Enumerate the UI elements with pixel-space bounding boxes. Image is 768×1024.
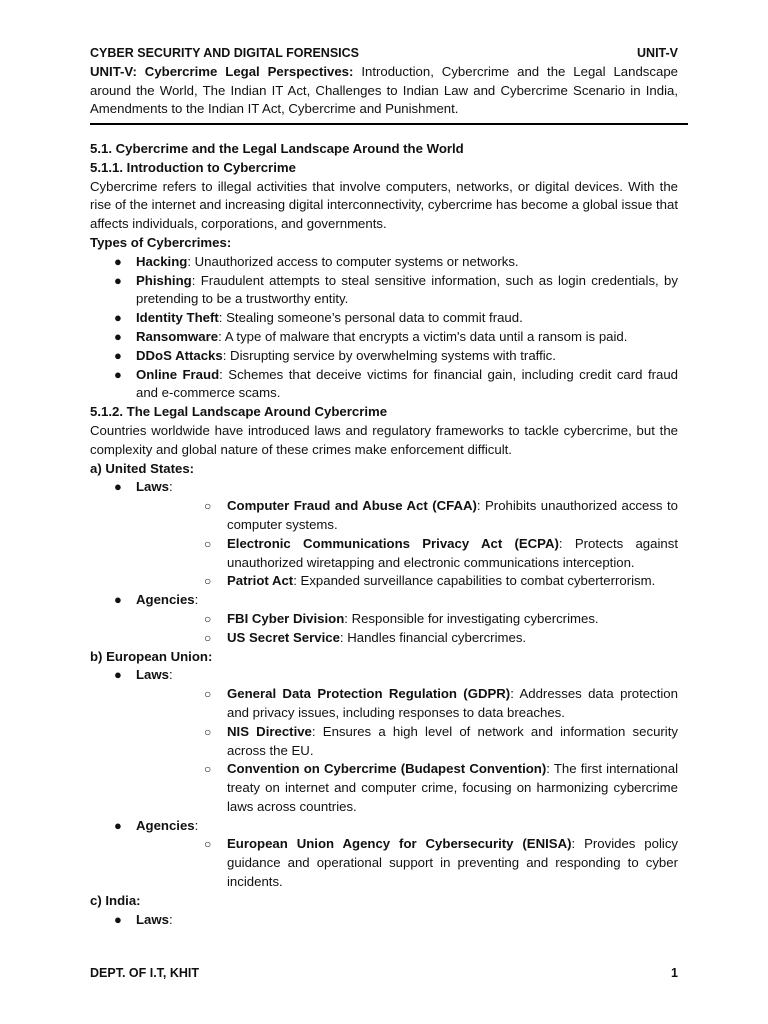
unit-overview-label: UNIT-V: Cybercrime Legal Perspectives: [90, 64, 354, 79]
item-term: Phishing [136, 272, 192, 288]
circle-bullet-icon: ○ [204, 630, 212, 645]
list-item [136, 497, 678, 535]
list-item-laws: ● Laws: ○ General Data Protection Regulation (GDPR): Addresses data protection and privacy issues, including responses to data breaches. ○ NIS Directive: Ensures a high level of network and information security across the EU. ○ Convention on Cybercrime (Budapest Convention): The first international treaty on internet and computer crime, focusing on harmonizing cybercrime laws across countries. [90, 666, 678, 816]
circle-bullet-icon: ○ [204, 536, 212, 551]
item-desc: : Expanded surveillance capabilities to combat cyberterrorism. [293, 573, 656, 589]
main-content [90, 140, 678, 929]
list-item-laws: ● Laws: [90, 911, 678, 930]
list-item-agencies: ● Agencies: ○ European Union Agency for Cybersecurity (ENISA): Provides policy guidance and operational support in preventing and responding to cyber incidents. [90, 817, 678, 892]
item-desc: : A type of malware that encrypts a victim's data until a ransom is paid. [218, 328, 628, 344]
bullet-icon: ● [114, 817, 122, 833]
item-term: Agencies [136, 592, 195, 608]
bullet-icon: ● [114, 667, 122, 683]
circle-bullet-icon: ○ [204, 837, 212, 852]
bullet-icon: ● [114, 911, 122, 927]
list-item [90, 309, 678, 328]
header-course-title: CYBER SECURITY AND DIGITAL FORENSICS [90, 46, 360, 60]
india-list [90, 911, 678, 930]
bullet-icon: ● [114, 479, 122, 495]
page-header-block [90, 44, 678, 119]
list-item [90, 253, 678, 272]
item-term: NIS Directive [227, 723, 312, 739]
region-heading-india: c) India: [90, 892, 141, 908]
list-item [136, 572, 678, 591]
legal-landscape-paragraph: Countries worldwide have introduced laws and regulatory frameworks to tackle cybercrime, but the complexity and global nature of these crimes make enforcement difficult. [90, 422, 678, 457]
item-desc: : Prohibits unauthorized access to computer systems. [227, 498, 678, 532]
item-desc: : Protects against unauthorized wiretapping and electronic communications interception. [227, 535, 679, 570]
item-desc: : Responsible for investigating cybercrimes. [344, 610, 599, 626]
item-term: Ransomware [136, 328, 219, 344]
item-desc: : Provides policy guidance and operational support in preventing and responding to cyber incidents. [227, 836, 679, 890]
footer-department: DEPT. OF I.T, KHIT [90, 966, 200, 980]
list-item-laws: ● Laws: ○ Computer Fraud and Abuse Act (CFAA): Prohibits unauthorized access to computer systems. ○ Electronic Communications Privacy Act (ECPA): Protects against unauthorized wiretapping and electronic communications interception. ○ Patriot Act: Expanded surveillance capabilities to combat cyberterrorism. [90, 478, 678, 591]
item-term: Laws [136, 911, 169, 927]
list-item [90, 366, 678, 404]
eu-agencies-list [136, 835, 678, 891]
item-term: European Union Agency for Cybersecurity (ENISA) [227, 836, 572, 852]
item-term: Identity Theft [136, 310, 219, 326]
item-term: Laws [136, 479, 169, 495]
bullet-icon: ● [114, 272, 122, 288]
intro-paragraph: Cybercrime refers to illegal activities that involve computers, networks, or digital devices. With the rise of the internet and increasing digital interconnectivity, cybercrime has become a global issue that affects individuals, corporations, and governments. [90, 178, 678, 232]
unit-overview-text: Introduction, Cybercrime and the Legal Landscape around the World, The Indian IT Act, Challenges to Indian Law and Cybercrime Scenario in India, Amendments to the Indian IT Act, Cybercrime and Punishment. [90, 64, 678, 117]
circle-bullet-icon: ○ [204, 762, 212, 777]
item-term: Hacking [136, 253, 188, 269]
item-term: Convention on Cybercrime (Budapest Convention) [227, 761, 547, 777]
list-item [136, 535, 678, 573]
eu-list [90, 666, 678, 892]
item-desc: : Schemes that deceive victims for financial gain, including credit card fraud and e-commerce scams. [136, 366, 678, 401]
item-term: Computer Fraud and Abuse Act (CFAA) [227, 498, 477, 514]
section-title: 5.1. Cybercrime and the Legal Landscape Around the World [90, 141, 464, 156]
bullet-icon: ● [114, 253, 122, 269]
list-item [136, 723, 678, 761]
list-item [90, 272, 678, 310]
item-desc: : Stealing someone’s personal data to commit fraud. [218, 310, 523, 326]
item-desc: : Addresses data protection and privacy issues, including responses to data breaches. [227, 686, 678, 720]
item-term: Laws [136, 667, 169, 683]
bullet-icon: ● [114, 592, 122, 608]
item-term: DDoS Attacks [136, 347, 223, 363]
header-unit-label: UNIT-V [637, 46, 678, 60]
unit-overview [90, 63, 678, 119]
running-header [90, 44, 678, 62]
circle-bullet-icon: ○ [204, 499, 212, 514]
bullet-icon: ● [114, 366, 122, 382]
item-desc: : Disrupting service by overwhelming systems with traffic. [222, 347, 556, 363]
item-term: US Secret Service [227, 629, 340, 645]
item-desc: : Unauthorized access to computer systems or networks. [187, 253, 519, 269]
bullet-icon: ● [114, 347, 122, 363]
list-item [136, 685, 678, 723]
item-term: General Data Protection Regulation (GDPR) [227, 686, 511, 702]
us-agencies-list [136, 610, 678, 648]
item-desc: : Handles financial cybercrimes. [339, 629, 527, 645]
header-divider [90, 123, 688, 125]
page-footer [90, 966, 678, 980]
item-term: Electronic Communications Privacy Act (ECPA) [227, 535, 559, 551]
subsection-title-512: 5.1.2. The Legal Landscape Around Cybercrime [90, 404, 388, 420]
page-number: 1 [671, 966, 678, 980]
subsection-title-511: 5.1.1. Introduction to Cybercrime [90, 159, 296, 175]
region-heading-eu: b) European Union: [90, 648, 213, 664]
list-item [90, 328, 678, 347]
item-term: Patriot Act [227, 573, 294, 589]
item-desc: : Ensures a high level of network and information security across the EU. [227, 723, 678, 758]
list-item [136, 629, 678, 648]
eu-laws-list [136, 685, 678, 817]
item-term: Agencies [136, 817, 195, 833]
item-term: FBI Cyber Division [227, 610, 345, 626]
list-item [90, 347, 678, 366]
list-item [136, 835, 678, 891]
us-laws-list [136, 497, 678, 591]
bullet-icon: ● [114, 310, 122, 326]
circle-bullet-icon: ○ [204, 574, 212, 589]
bullet-icon: ● [114, 328, 122, 344]
circle-bullet-icon: ○ [204, 687, 212, 702]
list-item [136, 610, 678, 629]
types-list [90, 253, 678, 403]
types-heading: Types of Cybercrimes: [90, 234, 232, 250]
list-item-agencies: ● Agencies: ○ FBI Cyber Division: Responsible for investigating cybercrimes. ○ US Secret Service: Handles financial cybercrimes. [90, 591, 678, 647]
circle-bullet-icon: ○ [204, 611, 212, 626]
list-item [136, 760, 678, 816]
item-desc: : The first international treaty on internet and computer crime, focusing on harmonizing cybercrime laws across countries. [227, 761, 678, 814]
item-term: Online Fraud [136, 366, 220, 382]
item-desc: : Fraudulent attempts to steal sensitive information, such as login credentials, by pretending to be a trustworthy entity. [136, 272, 678, 307]
us-list [90, 478, 678, 647]
region-heading-us: a) United States: [90, 460, 195, 476]
circle-bullet-icon: ○ [204, 724, 212, 739]
